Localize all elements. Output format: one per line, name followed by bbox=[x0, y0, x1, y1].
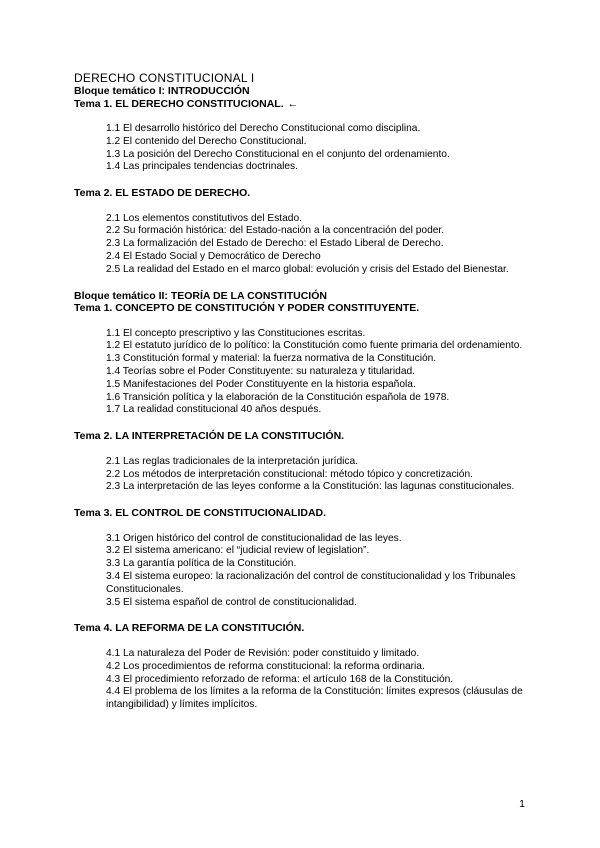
list-item: 2.4 El Estado Social y Democrático de Derecho bbox=[106, 251, 321, 263]
left-arrow-icon: ← bbox=[287, 97, 299, 110]
list-item: 4.2 Los procedimientos de reforma constitucional: la reforma ordinaria. bbox=[106, 660, 425, 672]
block-heading-2: Bloque temático II: TEORÍA DE LA CONSTITUCIÓN bbox=[74, 289, 327, 302]
list-item: 3.5 El sistema español de control de constitucionalidad. bbox=[106, 596, 357, 608]
list-item: 4.3 El procedimiento reforzado de reforma: el artículo 168 de la Constitución. bbox=[106, 673, 454, 685]
list-item: 1.2 El estatuto jurídico de lo político: la Constitución como fuente primaria del ordenamiento. bbox=[106, 340, 523, 352]
list-item: 3.1 Origen histórico del control de constitucionalidad de las leyes. bbox=[106, 532, 402, 544]
list-item: 1.1 El desarrollo histórico del Derecho Constitucional como disciplina. bbox=[106, 123, 421, 134]
list-item: 1.4 Teorías sobre el Poder Constituyente: su naturaleza y titularidad. bbox=[106, 366, 416, 378]
page-number: 1 bbox=[519, 798, 525, 810]
tema-heading-2-1: Tema 1. CONCEPTO DE CONSTITUCIÓN Y PODER CONSTITUYENTE. bbox=[74, 302, 420, 315]
list-item: 2.3 La formalización del Estado de Derecho: el Estado Liberal de Derecho. bbox=[106, 238, 444, 250]
list-item: 1.5 Manifestaciones del Poder Constituyente en la historia española. bbox=[106, 378, 416, 390]
syllabus-content bbox=[74, 71, 524, 712]
list-item: 1.3 La posición del Derecho Constitucional en el conjunto del ordenamiento. bbox=[106, 148, 450, 160]
block-heading-1: Bloque temático I: INTRODUCCIÓN bbox=[74, 85, 250, 97]
list-item: 1.6 Transición política y la elaboración de la Constitución española de 1978. bbox=[106, 391, 450, 403]
document-title: DERECHO CONSTITUCIONAL I bbox=[74, 71, 255, 85]
list-item: 1.2 El contenido del Derecho Constitucional. bbox=[106, 135, 307, 147]
list-item: 3.4 El sistema europeo: la racionalización del control de constitucionalidad y los Tribunales Constitucionales. bbox=[106, 571, 516, 595]
topic-list-1-1 bbox=[106, 123, 526, 174]
list-item: 2.1 Los elementos constitutivos del Estado. bbox=[106, 212, 302, 224]
list-item: 1.4 Las principales tendencias doctrinales. bbox=[106, 161, 298, 173]
list-item: 4.4 El problema de los límites a la reforma de la Constitución: límites expresos (cláusulas de intangibilidad) y límites implícitos. bbox=[106, 686, 523, 711]
topic-list-2-4 bbox=[106, 648, 526, 712]
list-item: 4.1 La naturaleza del Poder de Revisión: poder constituido y limitado. bbox=[106, 647, 420, 659]
tema-heading-2-3: Tema 3. EL CONTROL DE CONSTITUCIONALIDAD. bbox=[74, 507, 327, 520]
topic-list-2-3 bbox=[106, 533, 526, 610]
tema-heading-1-2: Tema 2. EL ESTADO DE DERECHO. bbox=[74, 187, 251, 200]
list-item: 2.2 Los métodos de interpretación constitucional: método tópico y concretización. bbox=[106, 468, 473, 480]
tema-heading-2-4: Tema 4. LA REFORMA DE LA CONSTITUCIÓN. bbox=[74, 622, 305, 635]
topic-list-2-2 bbox=[106, 456, 526, 494]
list-item: 3.2 El sistema americano: el “judicial review of legislation”. bbox=[106, 545, 370, 557]
list-item: 2.2 Su formación histórica: del Estado-nación a la concentración del poder. bbox=[106, 225, 445, 237]
topic-list-2-1 bbox=[106, 328, 526, 418]
tema-heading-2-2: Tema 2. LA INTERPRETACIÓN DE LA CONSTITUCIÓN. bbox=[74, 430, 345, 443]
list-item: 2.3 La interpretación de las leyes conforme a la Constitución: las lagunas constitucionales. bbox=[106, 481, 515, 493]
tema-title: Tema 1. EL DERECHO CONSTITUCIONAL. bbox=[74, 97, 284, 110]
topic-list-1-2 bbox=[106, 213, 526, 277]
list-item: 2.1 Las reglas tradicionales de la interpretación jurídica. bbox=[106, 455, 359, 467]
list-item: 1.1 El concepto prescriptivo y las Constituciones escritas. bbox=[106, 327, 366, 339]
tema-heading-1-1 bbox=[74, 98, 524, 111]
list-item: 3.3 La garantía política de la Constitución. bbox=[106, 558, 297, 570]
list-item: 2.5 La realidad del Estado en el marco global: evolución y crisis del Estado del Bienestar. bbox=[106, 263, 509, 275]
list-item: 1.7 La realidad constitucional 40 años después. bbox=[106, 404, 322, 416]
list-item: 1.3 Constitución formal y material: la fuerza normativa de la Constitución. bbox=[106, 353, 437, 365]
